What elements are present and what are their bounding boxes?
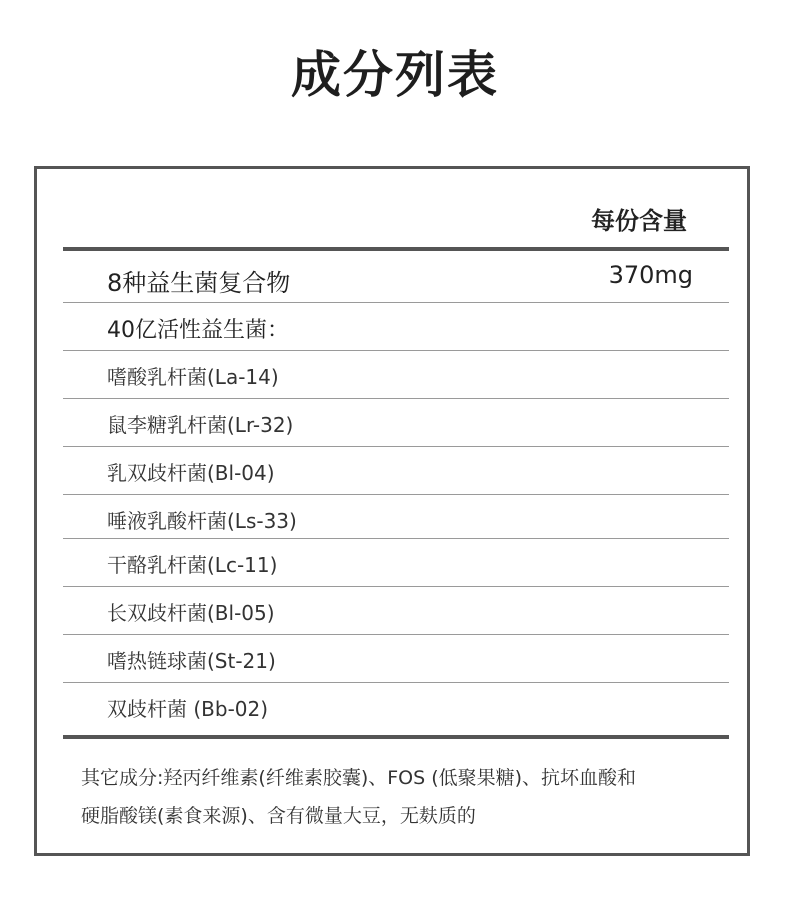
- strain-name: 干酪乳杆菌(Lc-11): [107, 553, 278, 577]
- bottom-divider: [63, 735, 729, 739]
- strain-name: 乳双歧杆菌(Bl-04): [107, 461, 275, 485]
- strain-row: [63, 399, 729, 447]
- column-header-per-serving: 每份含量: [591, 207, 687, 235]
- footnote-line-1: 其它成分:羟丙纤维素(纤维素胶囊)、FOS (低聚果糖)、抗坏血酸和: [81, 767, 637, 789]
- probiotic-subheader: 40亿活性益生菌：: [107, 318, 289, 343]
- main-ingredient-amount: 370mg: [608, 261, 693, 289]
- strain-row: [63, 495, 729, 539]
- strain-name: 嗜酸乳杆菌(La-14): [107, 365, 279, 389]
- strain-name: 长双歧杆菌(Bl-05): [107, 601, 275, 625]
- strain-row: [63, 587, 729, 635]
- footnote-line-2: 硬脂酸镁(素食来源)、含有微量大豆，无麸质的: [81, 805, 476, 827]
- main-ingredient-row: [63, 251, 729, 303]
- page-title: 成分列表: [291, 46, 499, 104]
- strain-row: [63, 635, 729, 683]
- other-ingredients-note: [81, 759, 721, 835]
- strain-name: 鼠李糖乳杆菌(Lr-32): [107, 413, 294, 437]
- strain-row: [63, 539, 729, 587]
- strain-name: 双歧杆菌 (Bb-02): [107, 697, 269, 721]
- strain-name: 唾液乳酸杆菌(Ls-33): [107, 509, 297, 533]
- strain-row: [63, 683, 729, 735]
- main-ingredient-name: 8种益生菌复合物: [107, 269, 291, 297]
- strain-row: [63, 447, 729, 495]
- probiotic-subheader-row: [63, 303, 729, 351]
- strain-row: [63, 351, 729, 399]
- ingredients-panel: [34, 166, 750, 856]
- strain-name: 嗜热链球菌(St-21): [107, 649, 276, 673]
